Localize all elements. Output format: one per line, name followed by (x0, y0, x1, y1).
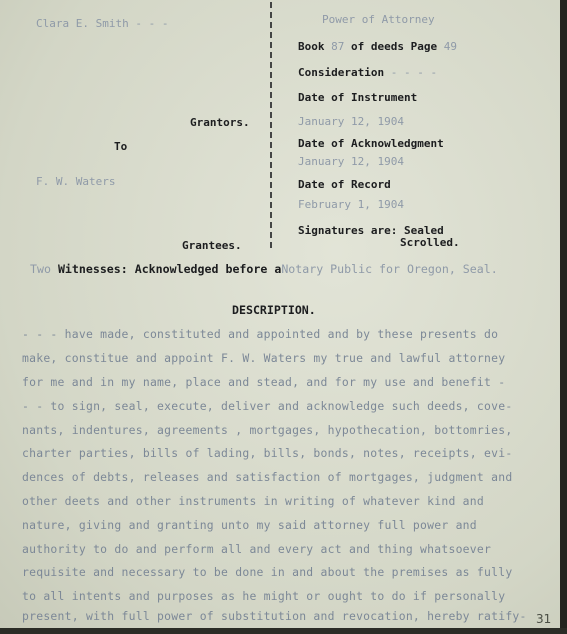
bleed-through (24, 44, 31, 57)
description-line: dences of debts, releases and satisfaction of mortgages, judgment and (22, 470, 513, 484)
date-of-record-value: February 1, 1904 (298, 198, 404, 211)
signatures-label-2: Scrolled. (400, 236, 460, 249)
description-heading: DESCRIPTION. (232, 303, 316, 317)
date-of-record-label: Date of Record (298, 178, 391, 191)
description-line: nants, indentures, agreements , mortgages, hypothecation, bottomries, (22, 423, 513, 437)
description-line: for me and in my name, place and stead, and for my use and benefit - (22, 375, 506, 389)
date-of-acknowledgment-value: January 12, 1904 (298, 155, 404, 168)
witness-suffix: Notary Public for Oregon, Seal. (281, 262, 498, 276)
description-line: - - - have made, constituted and appointed and by these presents do (22, 327, 499, 341)
date-of-instrument-label: Date of Instrument (298, 91, 418, 104)
of-deeds-label: of deeds (351, 40, 404, 53)
column-divider (270, 2, 274, 248)
grantor-name: Clara E. Smith - - - (36, 17, 169, 30)
consideration-value: - - - - (390, 66, 438, 79)
description-line: to all intents and purposes as he might or ought to do if personally (22, 589, 506, 603)
to-label: To (114, 140, 128, 153)
witness-bold-text: Witnesses: Acknowledged before a (57, 262, 282, 276)
book-label: Book (298, 40, 325, 53)
date-of-instrument-value: January 12, 1904 (298, 115, 404, 128)
corner-stamp: 31 (536, 612, 552, 626)
grantee-name: F. W. Waters (36, 175, 116, 188)
signatures-label: Signatures are: Sealed (298, 224, 444, 237)
consideration-line (298, 66, 437, 79)
description-line: other deets and other instruments in writing of whatever kind and (22, 494, 485, 508)
description-line: nature, giving and granting unto my said attorney full power and (22, 518, 477, 532)
witness-prefix: Two (30, 262, 51, 276)
description-line: requisite and necessary to be done in and about the premises as fully (22, 565, 513, 579)
description-line: - - to sign, seal, execute, deliver and acknowledge such deeds, cove- (22, 399, 513, 413)
grantees-label: Grantees. (182, 239, 242, 252)
description-line: authority to do and perform all and every act and thing whatsoever (22, 542, 492, 556)
book-number: 87 (331, 40, 345, 53)
instrument-type: Power of Attorney (322, 13, 435, 26)
description-line: present, with full power of substitution and revocation, hereby ratify- (22, 609, 527, 623)
page-label: Page (410, 40, 438, 53)
page-edge-shadow (560, 0, 567, 634)
page-bottom-shadow (0, 628, 567, 634)
consideration-label: Consideration (298, 66, 385, 79)
date-of-acknowledgment-label: Date of Acknowledgment (298, 137, 444, 150)
description-line: charter parties, bills of lading, bills, bonds, notes, receipts, evi- (22, 446, 513, 460)
book-line (298, 40, 457, 53)
page-number: 49 (443, 40, 457, 53)
description-line: make, constitue and appoint F. W. Waters my true and lawful attorney (22, 351, 506, 365)
witness-line (30, 263, 498, 276)
grantors-label: Grantors. (190, 116, 250, 129)
